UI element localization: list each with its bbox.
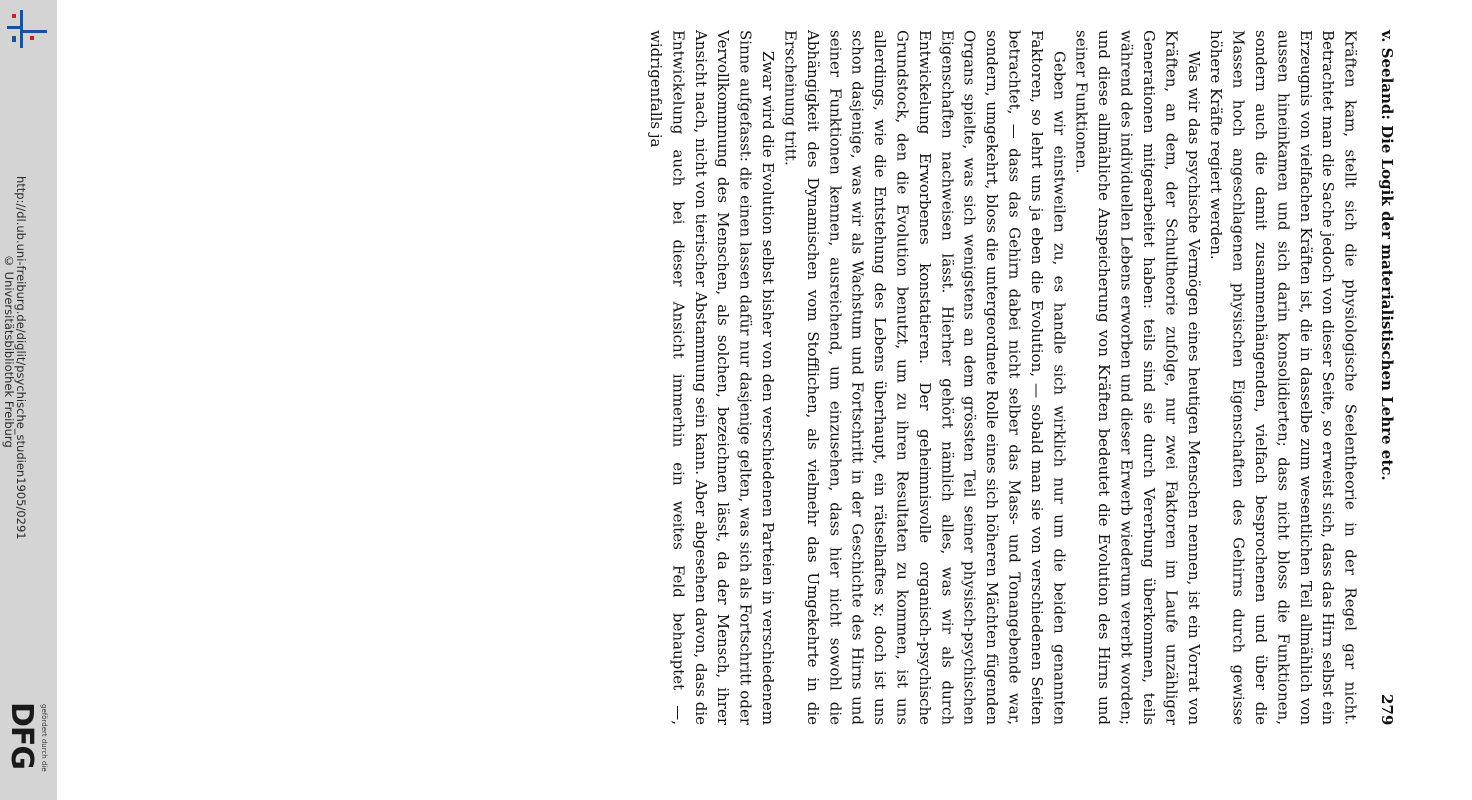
page-header xyxy=(1376,30,1398,725)
copyright-notice: © Universitätsbibliothek Freiburg xyxy=(2,254,16,448)
paragraph: Geben wir einstweilen zu, es handle sich wirklich nur um die beiden genannten Faktoren, so lehrt uns ja eben die Evolution, — sobald man sie von verschiedenen Seiten betrachtet, — dass das Gehirn dabei nicht selber das Mass- und Tonangebende war, sondern, umgekehrt, bloss die untergeordnete Rolle eines sich höheren Mächten fügenden Organs spielte, was sich wenigstens an dem grössten Teil seiner physisch-psychischen Eigenschaften nachweisen lässt. Hierher gehört nämlich alles, was wir als durch Entwickelung Erworbenes konstatieren. Der geheimnisvolle organisch-psychische Grundstock, den die Evolution benutzt, um zu ihren Resultaten zu kommen, ist uns allerdings, wie die Entstehung des Lebens überhaupt, ein rätselhaftes x; doch ist uns schon dasjenige, was wir als Wachstum und Fortschritt in der Geschichte des Hirns und seiner Funktionen kennen, ausreichend, um einzusehen, dass hier nicht sowohl die Abhängigkeit des Dynamischen vom Stofflichen, als vielmehr das Umgekehrte in die Erscheinung tritt. xyxy=(781,30,1069,725)
viewer-sidebar xyxy=(0,0,57,800)
paragraph: Zwar wird die Evolution selbst bisher von den verschiedenen Parteien in verschiedenem Sinne aufgefasst: die einen lassen dafür nur dasjenige gelten, was sich als Fortschritt oder Vervollkommnung des Menschen, als solchen, bezeichnen lässt, da der Mensch, ihrer Ansicht nach, nicht von tierischer Abstammung sein kann. Aber abgesehen davon, dass die Entwickelung auch bei dieser Ansicht immerhin ein weites Feld behauptet —, widrigenfalls ja xyxy=(647,30,778,725)
document-url[interactable]: http://dl.ub.uni-freiburg.de/diglit/psychische_studien1905/0291 xyxy=(14,176,28,540)
dfg-funder-logo xyxy=(2,700,54,796)
running-head: v. Seeland: Die Logik der materialistischen Lehre etc. xyxy=(1378,30,1396,481)
funder-caption: gefördert durch die xyxy=(40,704,48,772)
dfg-logo-text: DFG xyxy=(4,702,39,770)
paragraph: Kräften kam, stellt sich die physiologische Seelentheorie in der Regel gar nicht. Betrachtet man die Sache jedoch von dieser Seite, so erweist sich, dass das Hirn selbst ein Erzeugnis von vielfachen Kräften ist, die in dasselbe zum wesentlichen Teil allmählich von aussen hineinkamen und sich darin konsolidierten; dass nicht bloss die Funktionen, sondern auch die damit zusammenhängenden, vielfach besprochenen und über die Massen hoch angeschlagenen physischen Eigenschaften des Gehirns durch gewisse höhere Kräfte regiert werden. xyxy=(1207,30,1360,725)
page-number: 279 xyxy=(1378,693,1396,725)
scanned-page xyxy=(647,30,1398,725)
paragraph: Was wir das psychische Vermögen eines heutigen Menschen nennen, ist ein Vorrat von Kräften, an dem, der Schultheorie zufolge, nur zwei Faktoren im Laufe unzähliger Generationen mitgearbeitet haben: teils sind sie durch Vererbung überkommen, teils während des individuellen Lebens erworben und dieser Erwerb wiederum vererbt worden; und diese allmähliche Anspeicherung von Kräften bedeutet die Evolution des Hirns und seiner Funktionen. xyxy=(1072,30,1203,725)
university-library-logo-icon xyxy=(4,6,50,52)
